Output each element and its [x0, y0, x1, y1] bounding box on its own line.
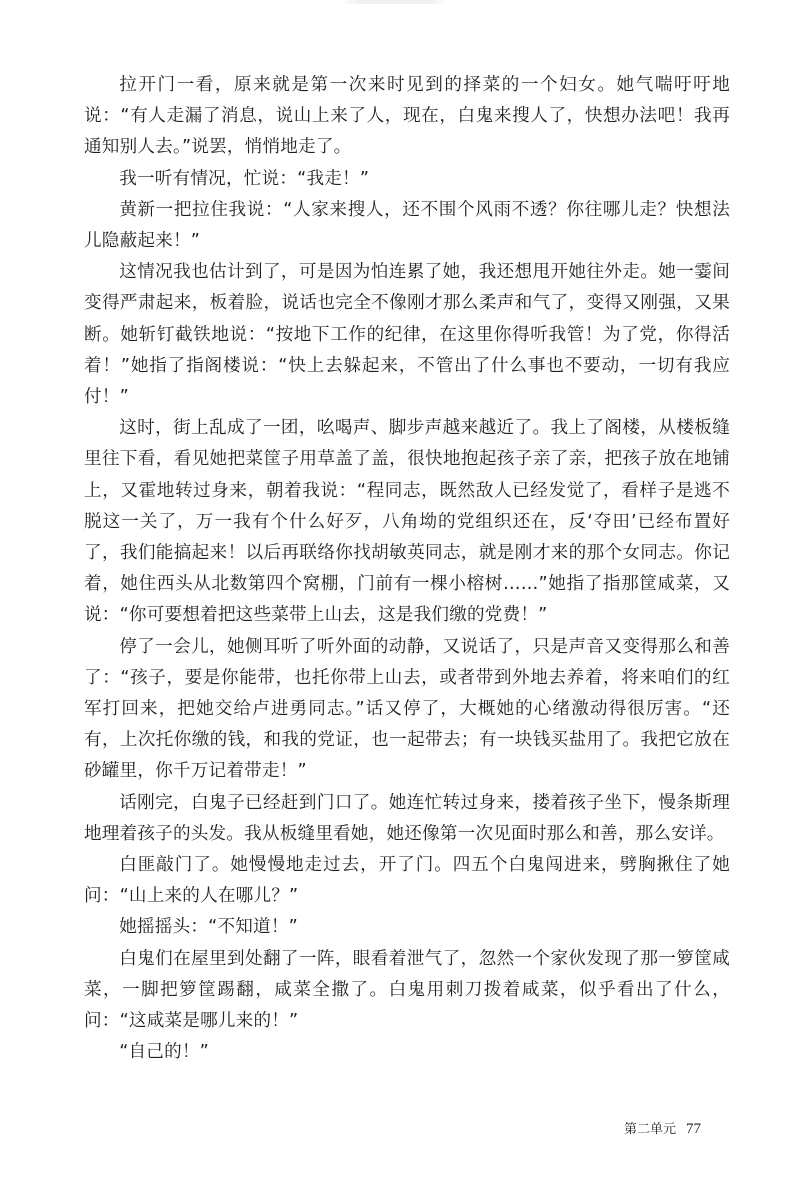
paragraph: 话刚完，白鬼子已经赶到门口了。她连忙转过身来，搂着孩子坐下，慢条斯理地理着孩子的头发。我从板缝里看她，她还像第一次见面时那么和善，那么安详。: [84, 792, 730, 844]
paragraph: 停了一会儿，她侧耳听了听外面的动静，又说话了，只是声音又变得那么和善了：“孩子，要是你能带，也托你带上山去，或者带到外地去养着，将来咱们的红军打回来，把她交给卢进勇同志。”话又停了，大概她的心绪激动得很厉害。“还有，上次托你缴的钱，和我的党证，也一起带去；有一块钱买盐用了。我把它放在砂罐里，你千万记着带走！”: [84, 636, 730, 782]
paragraph: 白匪敲门了。她慢慢地走过去，开了门。四五个白鬼闯进来，劈胸揪住了她问：“山上来的人在哪儿？”: [84, 855, 730, 907]
page-number: 77: [686, 1121, 702, 1137]
unit-label: 第二单元: [624, 1122, 677, 1137]
paragraph: 白鬼们在屋里到处翻了一阵，眼看着泄气了，忽然一个家伙发现了那一箩筐咸菜，一脚把箩筐踢翻，咸菜全撒了。白鬼用刺刀拨着咸菜，似乎看出了什么，问：“这咸菜是哪儿来的！”: [84, 948, 730, 1032]
paragraph: 这情况我也估计到了，可是因为怕连累了她，我还想甩开她往外走。她一霎间变得严肃起来，板着脸，说话也完全不像刚才那么柔声和气了，变得又刚强，又果断。她斩钉截铁地说：“按地下工作的纪律，在这里你得听我管！为了党，你得活着！”她指了指阁楼说：“快上去躲起来，不管出了什么事也不要动，一切有我应付！”: [84, 262, 730, 408]
paragraph: 这时，街上乱成了一团，吆喝声、脚步声越来越近了。我上了阁楼，从楼板缝里往下看，看见她把菜筐子用草盖了盖，很快地抱起孩子亲了亲，把孩子放在地铺上，又霍地转过身来，朝着我说：“程同志，既然敌人已经发觉了，看样子是逃不脱这一关了，万一我有个什么好歹，八角坳的党组织还在，反‘夺田’已经布置好了，我们能搞起来！以后再联络你找胡敏英同志，就是刚才来的那个女同志。你记着，她住西头从北数第四个窝棚，门前有一棵小榕树……”她指了指那筐咸菜，又说：“你可要想着把这些菜带上山去，这是我们缴的党费！”: [84, 418, 730, 626]
page-footer: [624, 1118, 724, 1142]
paragraph: 拉开门一看，原来就是第一次来时见到的择菜的一个妇女。她气喘吁吁地说：“有人走漏了消息，说山上来了人，现在，白鬼来搜人了，快想办法吧！我再通知别人去。”说罢，悄悄地走了。: [84, 75, 730, 158]
paragraph: “自己的！”: [119, 1042, 209, 1063]
scan-edge-mark: [340, 0, 450, 4]
page-body: [84, 70, 730, 1069]
paragraph: 黄新一把拉住我说：“人家来搜人，还不围个风雨不透？你往哪儿走？快想法儿隐蔽起来！”: [84, 199, 730, 252]
paragraph: 我一听有情况，忙说：“我走！”: [119, 168, 370, 189]
paragraph: 她摇摇头：“不知道！”: [119, 917, 298, 938]
